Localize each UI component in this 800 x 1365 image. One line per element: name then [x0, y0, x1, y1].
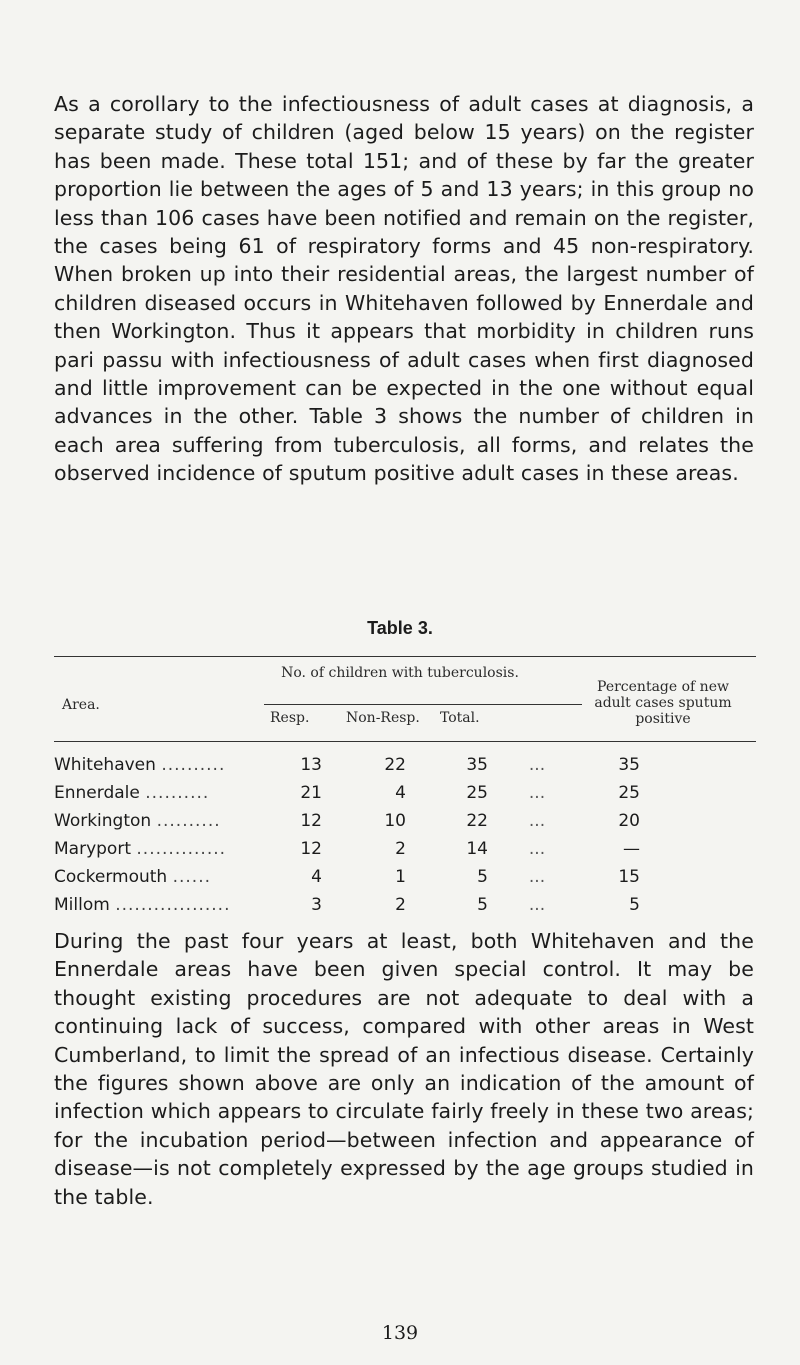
cell-nonresp: 10 — [384, 811, 406, 831]
intro-paragraph: As a corollary to the infectiousness of adult cases at diagnosis, a separate study of children (aged below 15 years) on the register has been made. These total 151; and of these by far the greater proportion lie between the ages of 5 and 13 years; in this group no less than 106 cases have been notified and remain on the register, the cases being 61 of respiratory forms and 45 non-respiratory. When broken up into their residential areas, the largest number of children diseased occurs in Whitehaven followed by Ennerdale and then Workington. Thus it appears that morbidity in children runs pari passu with infectiousness of adult cases when first diagnosed and little improvement can be expected in the one without equal advances in the other. Table 3 shows the number of children in each area suffering from tuberculosis, all forms, and relates the observed incidence of sputum positive adult cases in these areas. — [54, 92, 754, 486]
cell-nonresp: 22 — [384, 755, 406, 775]
cell-nonresp: 2 — [395, 895, 406, 915]
header-percentage: Percentage of new adult cases sputum positive — [594, 679, 732, 727]
cell-percentage: 15 — [618, 867, 640, 887]
cell-separator: ... — [528, 783, 546, 803]
cell-area: Millom .................. — [54, 895, 231, 915]
cell-total: 14 — [466, 839, 488, 859]
header-children-group: No. of children with tuberculosis. — [281, 665, 519, 681]
cell-area: Workington .......... — [54, 811, 221, 831]
cell-separator: ... — [528, 895, 546, 915]
cell-percentage: — — [623, 839, 640, 859]
cell-percentage: 5 — [629, 895, 640, 915]
cell-separator: ... — [528, 839, 546, 859]
table-header-rule — [54, 741, 756, 742]
table-top-rule — [54, 656, 756, 657]
closing-paragraph: During the past four years at least, both Whitehaven and the Ennerdale areas have been given special control. It may be thought existing procedures are not adequate to deal with a continuing lack of success, compared with other areas in West Cumberland, to limit the spread of an infectious disease. Certainly the figures shown above are only an indication of the amount of infection which appears to circulate fairly freely in these two areas; for the incubation period—between infection and appearance of disease—is not completely expressed by the age groups studied in the table. — [54, 929, 754, 1209]
header-nonresp: Non-Resp. — [346, 710, 420, 726]
cell-total: 25 — [466, 783, 488, 803]
table-row — [54, 864, 754, 891]
table-row — [54, 808, 754, 835]
cell-total: 22 — [466, 811, 488, 831]
cell-separator: ... — [528, 755, 546, 775]
table-row — [54, 892, 754, 919]
table-row — [54, 780, 754, 807]
cell-total: 5 — [477, 867, 488, 887]
cell-area: Ennerdale .......... — [54, 783, 210, 803]
cell-resp: 12 — [300, 839, 322, 859]
cell-total: 35 — [466, 755, 488, 775]
cell-percentage: 20 — [618, 811, 640, 831]
table-row — [54, 836, 754, 863]
table-title: Table 3. — [367, 618, 433, 638]
cell-area: Whitehaven .......... — [54, 755, 226, 775]
header-total: Total. — [440, 710, 480, 726]
cell-area: Cockermouth ...... — [54, 867, 212, 887]
header-subdivider — [264, 704, 582, 705]
cell-percentage: 35 — [618, 755, 640, 775]
cell-resp: 21 — [300, 783, 322, 803]
header-area: Area. — [62, 697, 100, 713]
table-row — [54, 752, 754, 779]
cell-resp: 13 — [300, 755, 322, 775]
cell-resp: 4 — [311, 867, 322, 887]
cell-separator: ... — [528, 811, 546, 831]
cell-nonresp: 4 — [395, 783, 406, 803]
page-number: 139 — [381, 1322, 419, 1344]
cell-resp: 12 — [300, 811, 322, 831]
cell-separator: ... — [528, 867, 546, 887]
cell-total: 5 — [477, 895, 488, 915]
cell-resp: 3 — [311, 895, 322, 915]
cell-nonresp: 1 — [395, 867, 406, 887]
header-resp: Resp. — [270, 710, 310, 726]
cell-percentage: 25 — [618, 783, 640, 803]
cell-nonresp: 2 — [395, 839, 406, 859]
cell-area: Maryport .............. — [54, 839, 227, 859]
